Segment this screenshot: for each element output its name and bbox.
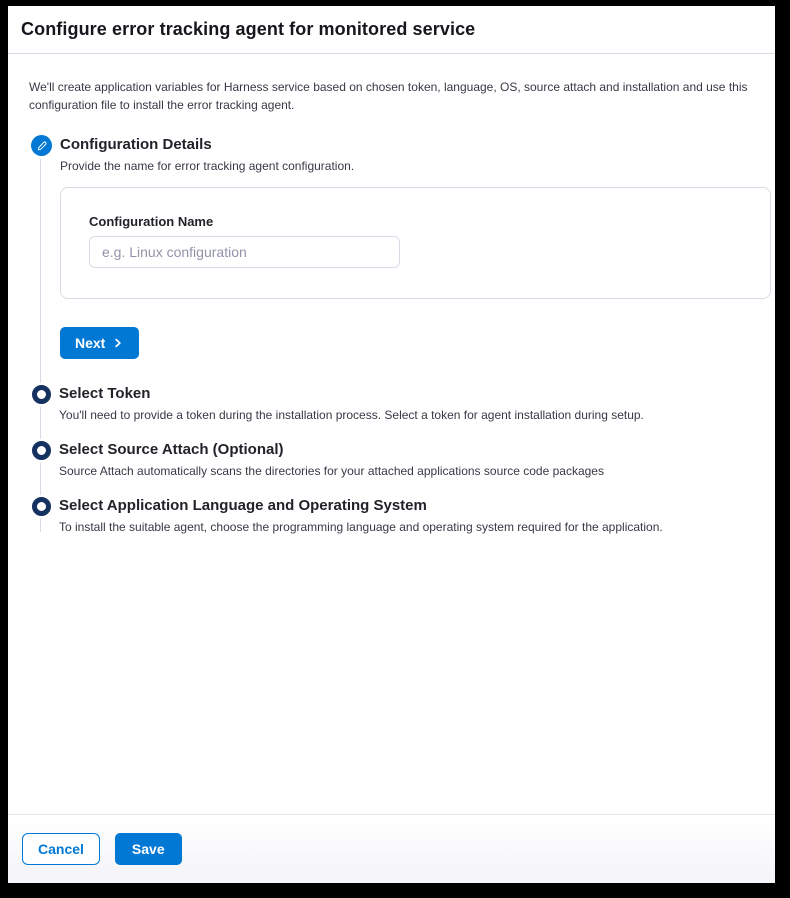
step-configuration-details: [31, 134, 771, 359]
save-button[interactable]: Save: [115, 833, 182, 865]
cancel-button[interactable]: Cancel: [22, 833, 100, 865]
dialog-body: [8, 54, 775, 814]
step-title: Select Token: [59, 385, 151, 402]
step-description: You'll need to provide a token during the installation process. Select a token for agent installation during setup.: [59, 408, 644, 422]
configuration-name-label: Configuration Name: [89, 214, 214, 229]
step-description: Provide the name for error tracking agent configuration.: [60, 159, 355, 173]
step-description: Source Attach automatically scans the directories for your attached applications source code packages: [59, 464, 604, 478]
configuration-name-input[interactable]: [89, 236, 400, 268]
dialog-header: [8, 6, 775, 54]
step-title: Select Application Language and Operating System: [59, 497, 427, 514]
step-ring-icon: [32, 441, 51, 460]
next-button[interactable]: [60, 327, 139, 359]
step-title: Select Source Attach (Optional): [59, 441, 284, 458]
dialog-footer: [8, 814, 775, 883]
step-select-source-attach: [31, 439, 771, 480]
step-title: Configuration Details: [60, 136, 212, 153]
next-button-label: Next: [75, 335, 106, 351]
edit-pencil-icon: [31, 135, 52, 156]
step-select-language-os: [31, 495, 771, 536]
configuration-form-card: [60, 187, 771, 299]
step-ring-icon: [32, 497, 51, 516]
configure-agent-dialog: [8, 6, 775, 883]
page-title: Configure error tracking agent for monitored service: [21, 19, 476, 39]
chevron-right-icon: [112, 337, 124, 349]
step-description: To install the suitable agent, choose the programming language and operating system required for the application.: [59, 520, 663, 534]
intro-text: We'll create application variables for Harness service based on chosen token, language, OS, source attach and installation and use this configuration file to install the error tracking agent.: [29, 80, 748, 112]
step-ring-icon: [32, 385, 51, 404]
wizard-steps: [21, 134, 771, 536]
step-select-token: [31, 383, 771, 424]
